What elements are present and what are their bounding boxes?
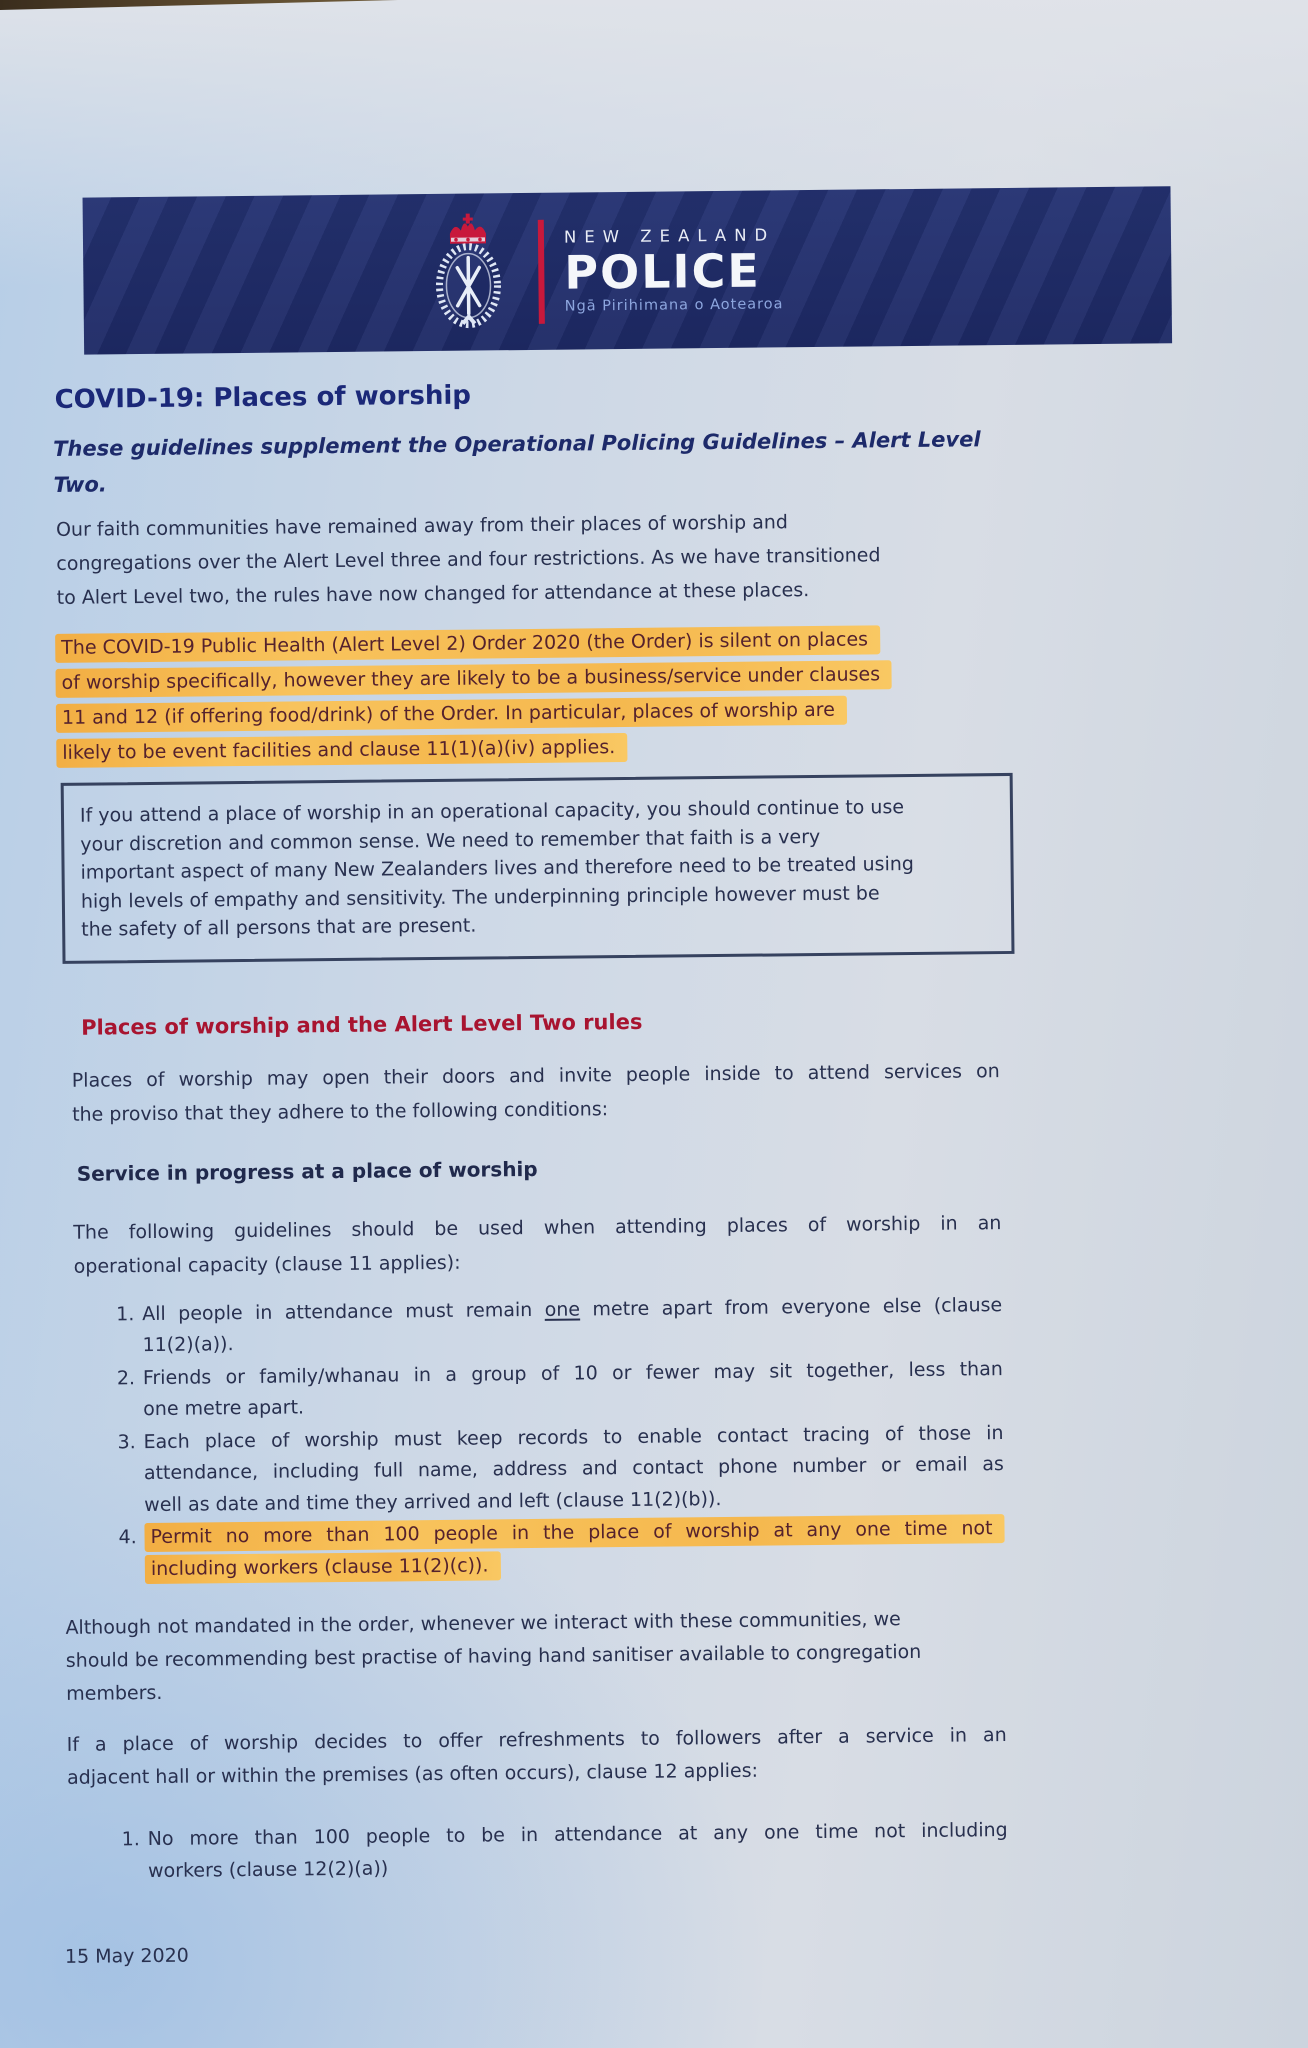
box-line: If you attend a place of worship in an operational capacity, you should continue to use <box>79 796 905 827</box>
subtitle-line: Two. <box>53 472 107 497</box>
document-date: 15 May 2020 <box>64 1944 189 1968</box>
list-line: workers (clause 12(2)(a)) <box>147 1857 389 1882</box>
list-item-highlighted <box>64 1513 1005 1586</box>
box-line: your discretion and common sense. We need to remember that faith is a very <box>80 825 821 856</box>
list-line: All people in attendance must remain one metre apart from everyone else (clause <box>142 1293 1003 1325</box>
clause11-list <box>62 1290 1005 1586</box>
highlighted-line: including workers (clause 11(2)(c)). <box>145 1545 1005 1586</box>
highlighted-line: The COVID-19 Public Health (Alert Level 2) Order 2020 (the Order) is silent on places <box>55 621 995 666</box>
paragraph-line: operational capacity (clause 11 applies): <box>73 1251 461 1278</box>
paragraph-line: Places of worship may open their doors and invite people inside to attend services on <box>71 1059 1000 1092</box>
list-number: 4. <box>118 1526 137 1549</box>
list-item <box>62 1290 1003 1363</box>
list-number: 1. <box>121 1828 140 1851</box>
box-line: high levels of empathy and sensitivity. The underpinning principle however must be <box>80 881 880 913</box>
list-line: 11(2)(a)). <box>142 1333 234 1357</box>
subtitle-line: These guidelines supplement the Operational Policing Guidelines – Alert Level <box>53 427 981 461</box>
list-number: 2. <box>116 1366 136 1389</box>
advice-box <box>61 773 1015 963</box>
list-line: Friends or family/whanau in a group of 10 or fewer may sit together, less than <box>142 1357 1003 1389</box>
paragraph-line: the proviso that they adhere to the following conditions: <box>72 1097 609 1126</box>
refreshments-paragraph <box>67 1719 1008 1795</box>
list-line: well as date and time they arrived and left (clause 11(2)(b)). <box>144 1487 722 1516</box>
paragraph-line: Our faith communities have remained away from their places of worship and <box>55 511 789 541</box>
paragraph-line: members. <box>66 1681 163 1705</box>
rules-intro-paragraph <box>72 1054 1001 1132</box>
underlined-word: one <box>544 1297 581 1321</box>
banner-red-divider <box>538 219 545 323</box>
rules-section-heading: Places of worship and the Alert Level Two rules <box>81 1009 643 1040</box>
sanitiser-paragraph <box>65 1602 1006 1711</box>
paragraph-line: The following guidelines should be used when attending places of worship in an <box>73 1211 1002 1244</box>
highlighted-line: 11 and 12 (if offering food/drink) of the Order. In particular, places of worship are <box>56 691 996 736</box>
paragraph-line: adjacent hall or within the premises (as often occurs), clause 12 applies: <box>66 1759 759 1789</box>
brand-maori-name: Ngā Pirihimana o Aotearoa <box>564 296 784 315</box>
guidelines-intro-paragraph <box>73 1206 1002 1284</box>
subtitle <box>53 421 994 503</box>
highlighted-order-paragraph <box>55 621 996 771</box>
paragraph-line: If a place of worship decides to offer refreshments to followers after a service in an <box>66 1724 1007 1756</box>
list-item <box>63 1418 1004 1522</box>
list-line: one metre apart. <box>143 1396 305 1421</box>
highlighted-line: likely to be event facilities and clause 11(1)(a)(iv) applies. <box>56 726 996 771</box>
box-line: the safety of all persons that are present. <box>81 914 477 941</box>
list-line: attendance, including full name, address and contact phone number or email as <box>143 1453 1004 1485</box>
list-number: 3. <box>117 1430 136 1453</box>
police-crest-icon <box>418 211 519 334</box>
service-heading: Service in progress at a place of worship <box>76 1156 538 1186</box>
highlighted-line: of worship specifically, however they are likely to be a business/service under clauses <box>55 656 995 701</box>
document-page <box>49 0 1010 1968</box>
brand-police: POLICE <box>564 243 762 300</box>
brand-new-zealand: NEW ZEALAND <box>563 225 776 247</box>
highlighted-line: Permit no more than 100 people in the place of worship at any one time not <box>144 1513 1004 1554</box>
paragraph-line: to Alert Level two, the rules have now changed for attendance at these places. <box>56 579 810 609</box>
list-item <box>63 1354 1004 1427</box>
intro-paragraph <box>56 503 995 615</box>
list-line: No more than 100 people to be in attendance at any one time not including <box>147 1819 1008 1851</box>
box-line: important aspect of many New Zealanders lives and therefore need to be treated using <box>80 852 915 884</box>
paragraph-line: congregations over the Alert Level three and four restrictions. As we have transitioned <box>56 544 881 575</box>
list-line: Each place of worship must keep records to enable contact tracing of those in <box>143 1421 1004 1453</box>
clause12-list <box>68 1815 1009 1888</box>
list-number: 1. <box>116 1302 135 1325</box>
nz-police-banner <box>83 186 1173 354</box>
paragraph-line: Although not mandated in the order, whenever we interact with these communities, we <box>65 1608 901 1639</box>
page-title: COVID-19: Places of worship <box>54 380 472 415</box>
paragraph-line: should be recommending best practise of having hand sanitiser available to congregation <box>65 1640 922 1672</box>
police-wordmark <box>564 225 784 315</box>
list-item <box>68 1815 1009 1888</box>
